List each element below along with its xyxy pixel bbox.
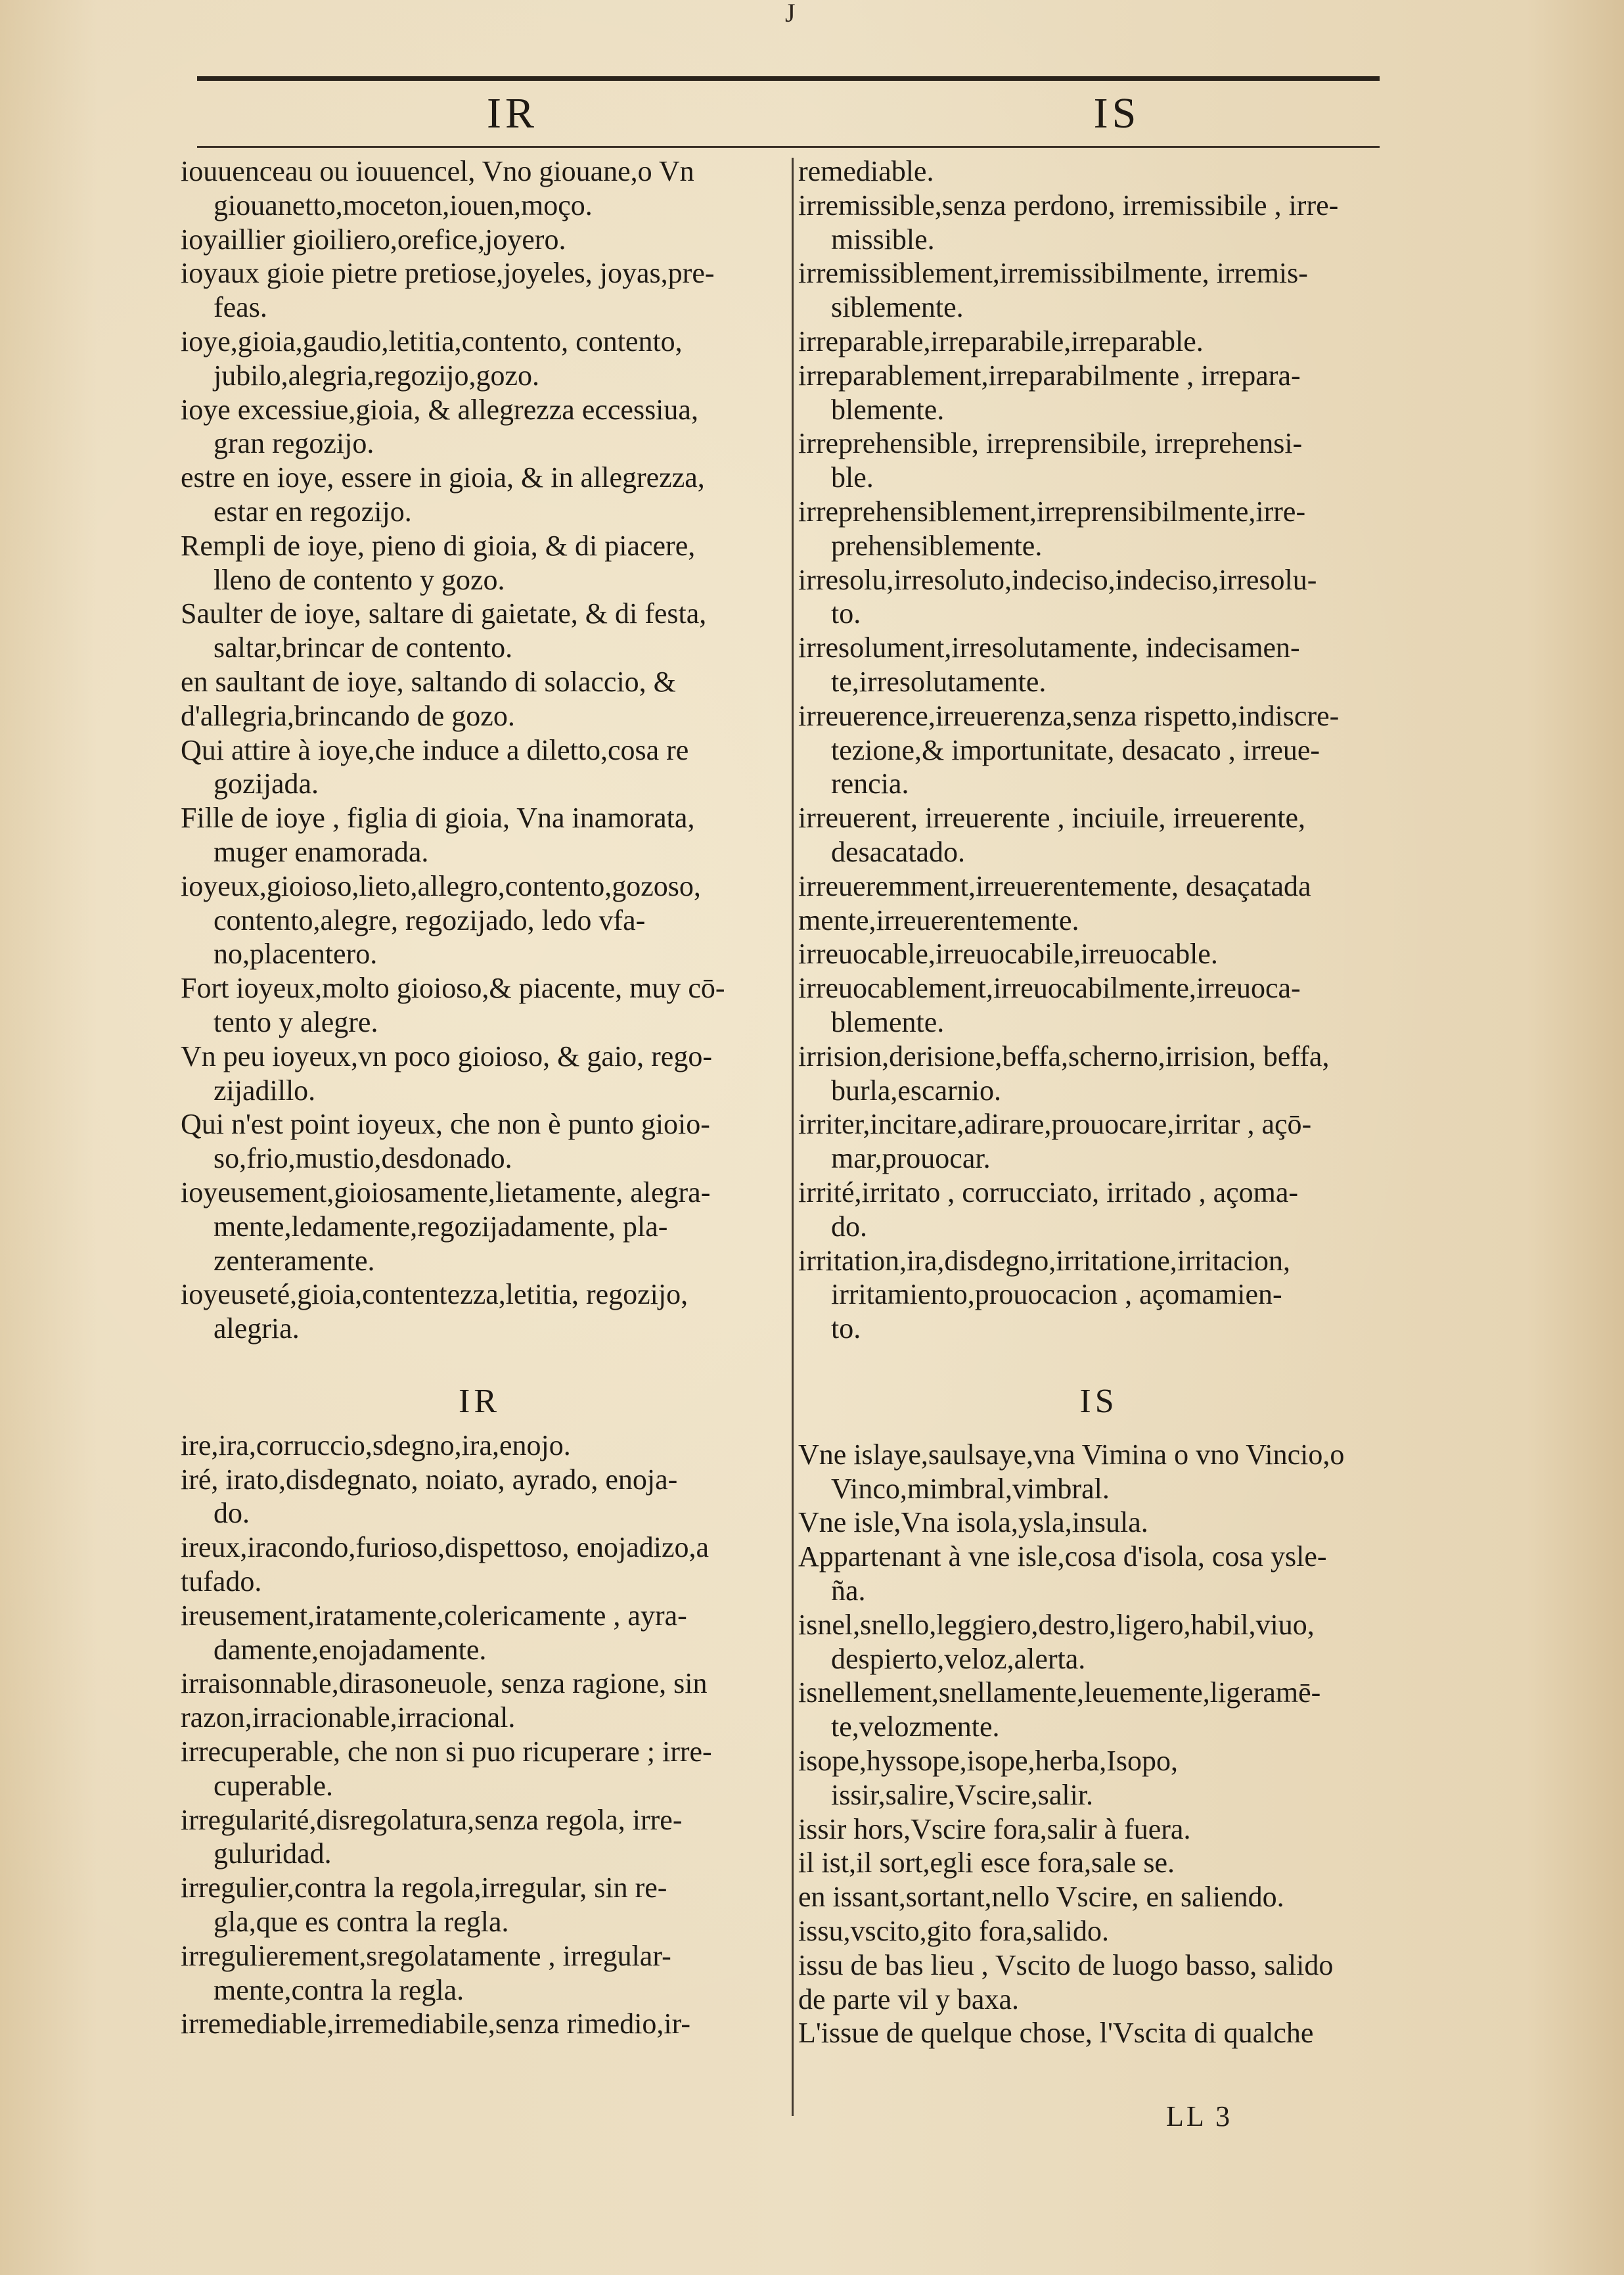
text-line: irreparable,irreparabile,irreparable.: [798, 325, 1204, 357]
right-entries-irr: [798, 154, 1399, 1346]
text-line: Appartenant à vne isle,cosa d'isola, cosa ysle-: [798, 1540, 1327, 1573]
text-line: irreprehensible, irreprensibile, irreprehensi-: [798, 427, 1303, 460]
text-line: alegria.: [214, 1312, 300, 1345]
text-line: Fille de ioye , figlia di gioia, Vna inamorata,: [181, 802, 695, 835]
text-line: remediable.: [798, 155, 934, 187]
text-line: do.: [831, 1210, 867, 1243]
text-line: Qui n'est point ioyeux, che non è punto gioio-: [181, 1108, 710, 1141]
text-line: ioye excessiue,gioia, & allegrezza eccessiua,: [181, 393, 698, 426]
text-line: estar en regozijo.: [214, 495, 412, 528]
text-line: irreuerence,irreuerenza,senza rispetto,indiscre-: [798, 699, 1340, 732]
text-line: Vn peu ioyeux,vn poco gioioso, & gaio, rego-: [181, 1040, 712, 1072]
signature-mark: LL 3: [1166, 2100, 1233, 2132]
text-line: Vne islaye,saulsaye,vna Vimina o vno Vincio,o: [798, 1438, 1345, 1471]
text-line: giouanetto,moceton,iouen,moço.: [214, 189, 593, 221]
text-line: ioye,gioia,gaudio,letitia,contento, contento,: [181, 325, 683, 357]
text-line: irregularité,disregolatura,senza regola, irre-: [181, 1803, 683, 1836]
header-rule-bottom: [197, 146, 1380, 148]
text-line: so,frio,mustio,desdonado.: [214, 1142, 512, 1175]
text-line: issu,vscito,gito fora,salido.: [798, 1915, 1109, 1948]
text-line: irraisonnable,dirasoneuole, senza ragione, sin: [181, 1667, 708, 1700]
text-line: guluridad.: [214, 1837, 332, 1870]
text-line: L'issue de quelque chose, l'Vscita di qualche: [798, 2017, 1314, 2050]
text-line: prehensiblemente.: [831, 529, 1043, 562]
text-line: Saulter de ioye, saltare di gaietate, & di festa,: [181, 597, 707, 630]
text-line: ioyaillier gioiliero,orefice,joyero.: [181, 223, 566, 256]
text-line: razon,irracionable,irracional.: [181, 1701, 516, 1734]
section-heading-is: IS: [1079, 1382, 1118, 1420]
text-line: en issant,sortant,nello Vscire, en saliendo.: [798, 1881, 1284, 1914]
text-line: muger enamorada.: [214, 835, 429, 868]
text-line: irreuerent, irreuerente , inciuile, irreuerente,: [798, 802, 1305, 835]
text-line: feas.: [214, 291, 267, 324]
text-line: gran regozijo.: [214, 427, 374, 460]
text-line: Fort ioyeux,molto gioioso,& piacente, muy cō-: [181, 972, 725, 1005]
text-line: te,irresolutamente.: [831, 665, 1047, 698]
text-line: issir,salire,Vscire,salir.: [831, 1778, 1094, 1811]
text-line: ble.: [831, 461, 874, 494]
text-line: irrecuperable, che non si puo ricuperare ; irre-: [181, 1735, 712, 1768]
text-line: ioyaux gioie pietre pretiose,joyeles, joyas,pre-: [181, 257, 715, 290]
text-line: ña.: [831, 1574, 866, 1607]
text-line: en saultant de ioye, saltando di solaccio, &: [181, 665, 676, 698]
text-line: mente,contra la regla.: [214, 1973, 464, 2006]
text-line: ioyeux,gioioso,lieto,allegro,contento,gozoso,: [181, 869, 701, 902]
text-line: to.: [831, 1312, 861, 1345]
text-line: irreueremment,irreuerentemente, desaçatada: [798, 869, 1311, 902]
text-line: irremediable,irremediabile,senza rimedio,ir-: [181, 2008, 691, 2040]
section-heading-ir: IR: [459, 1382, 501, 1420]
text-line: to.: [831, 597, 861, 630]
text-line: mente,irreuerentemente.: [798, 904, 1079, 936]
left-entries-ioye: [181, 154, 778, 1346]
column-divider: [792, 158, 794, 2116]
text-line: saltar,brincar de contento.: [214, 632, 513, 664]
running-head-right: IS: [1093, 89, 1140, 137]
text-line: iré, irato,disdegnato, noiato, ayrado, enoja-: [181, 1463, 678, 1496]
text-line: siblemente.: [831, 291, 964, 324]
text-line: irreparablement,irreparabilmente , irrepara-: [798, 359, 1301, 392]
text-line: Vinco,mimbral,vimbral.: [831, 1472, 1110, 1505]
text-line: estre en ioye, essere in gioia, & in allegrezza,: [181, 461, 705, 494]
left-column: [181, 154, 778, 2041]
text-line: ire,ira,corruccio,sdegno,ira,enojo.: [181, 1429, 571, 1461]
text-line: de parte vil y baxa.: [798, 1983, 1019, 2015]
text-line: tezione,& importunitate, desacato , irreue-: [831, 733, 1320, 766]
top-margin-mark: J: [785, 0, 796, 28]
header-rule-top: [197, 76, 1380, 81]
text-line: il ist,il sort,egli esce fora,sale se.: [798, 1847, 1175, 1879]
text-line: irreprehensiblement,irreprensibilmente,irre-: [798, 495, 1306, 528]
text-line: rencia.: [831, 768, 909, 800]
text-line: isope,hyssope,isope,herba,Isopo,: [798, 1745, 1179, 1778]
text-line: damente,enojadamente.: [214, 1633, 487, 1666]
text-line: irritamiento,prouocacion , açomamien-: [831, 1278, 1282, 1311]
text-line: irreuocablement,irreuocabilmente,irreuoca-: [798, 972, 1301, 1005]
text-line: isnel,snello,leggiero,destro,ligero,habil,viuo,: [798, 1608, 1315, 1641]
text-line: irregulier,contra la regola,irregular, sin re-: [181, 1872, 667, 1904]
text-line: irresolument,irresolutamente, indecisamen-: [798, 632, 1300, 664]
text-line: iouuenceau ou iouuencel, Vno giouane,o Vn: [181, 155, 694, 187]
text-line: mar,prouocar.: [831, 1142, 991, 1175]
text-line: no,placentero.: [214, 938, 378, 971]
text-line: irresolu,irresoluto,indeciso,indeciso,irresolu-: [798, 563, 1317, 596]
text-line: d'allegria,brincando de gozo.: [181, 699, 515, 732]
text-line: issir hors,Vscire fora,salir à fuera.: [798, 1812, 1191, 1845]
text-line: zijadillo.: [214, 1074, 316, 1107]
text-line: cuperable.: [214, 1769, 333, 1802]
text-line: do.: [214, 1497, 250, 1530]
text-line: Qui attire à ioye,che induce a diletto,cosa re: [181, 733, 689, 766]
text-line: irriter,incitare,adirare,prouocare,irritar , açō-: [798, 1108, 1312, 1141]
right-entries-is: [798, 1438, 1399, 2050]
text-line: tufado.: [181, 1565, 262, 1598]
text-line: missible.: [831, 223, 935, 256]
text-line: gla,que es contra la regla.: [214, 1906, 509, 1939]
text-line: irremissiblement,irremissibilmente, irremis-: [798, 257, 1308, 290]
text-line: contento,alegre, regozijado, ledo vfa-: [214, 904, 646, 936]
text-line: zenteramente.: [214, 1244, 375, 1277]
text-line: ireux,iracondo,furioso,dispettoso, enojadizo,a: [181, 1531, 710, 1564]
text-line: blemente.: [831, 1005, 945, 1038]
text-line: despierto,veloz,alerta.: [831, 1642, 1086, 1675]
text-line: burla,escarnio.: [831, 1074, 1001, 1107]
text-line: tento y alegre.: [214, 1005, 378, 1038]
text-line: lleno de contento y gozo.: [214, 563, 505, 596]
text-line: irrision,derisione,beffa,scherno,irrision, beffa,: [798, 1040, 1330, 1072]
text-line: irreuocable,irreuocabile,irreuocable.: [798, 938, 1218, 971]
text-line: mente,ledamente,regozijadamente, pla-: [214, 1210, 668, 1243]
text-line: te,velozmente.: [831, 1711, 1000, 1743]
text-line: ioyeuseté,gioia,contentezza,letitia, regozijo,: [181, 1278, 688, 1311]
right-column: [798, 154, 1399, 2050]
text-line: irremissible,senza perdono, irremissibile , irre-: [798, 189, 1339, 221]
text-line: irregulierement,sregolatamente , irregular-: [181, 1939, 671, 1972]
text-line: blemente.: [831, 393, 945, 426]
text-line: ireusement,iratamente,colericamente , ayra-: [181, 1599, 687, 1632]
text-line: irritation,ira,disdegno,irritatione,irritacion,: [798, 1244, 1290, 1277]
text-line: desacatado.: [831, 835, 965, 868]
text-line: issu de bas lieu , Vscito de luogo basso, salido: [798, 1948, 1334, 1981]
text-line: isnellement,snellamente,leuemente,ligeramē-: [798, 1676, 1321, 1709]
running-head-left: IR: [487, 89, 538, 137]
text-line: ioyeusement,gioiosamente,lietamente, alegra-: [181, 1176, 711, 1208]
text-line: gozijada.: [214, 768, 319, 800]
text-line: jubilo,alegria,regozijo,gozo.: [214, 359, 540, 392]
text-line: Rempli de ioye, pieno di gioia, & di piacere,: [181, 529, 696, 562]
left-entries-ir: [181, 1429, 778, 2041]
text-line: Vne isle,Vna isola,ysla,insula.: [798, 1506, 1148, 1539]
text-line: irrité,irritato , corrucciato, irritado , açoma-: [798, 1176, 1299, 1208]
